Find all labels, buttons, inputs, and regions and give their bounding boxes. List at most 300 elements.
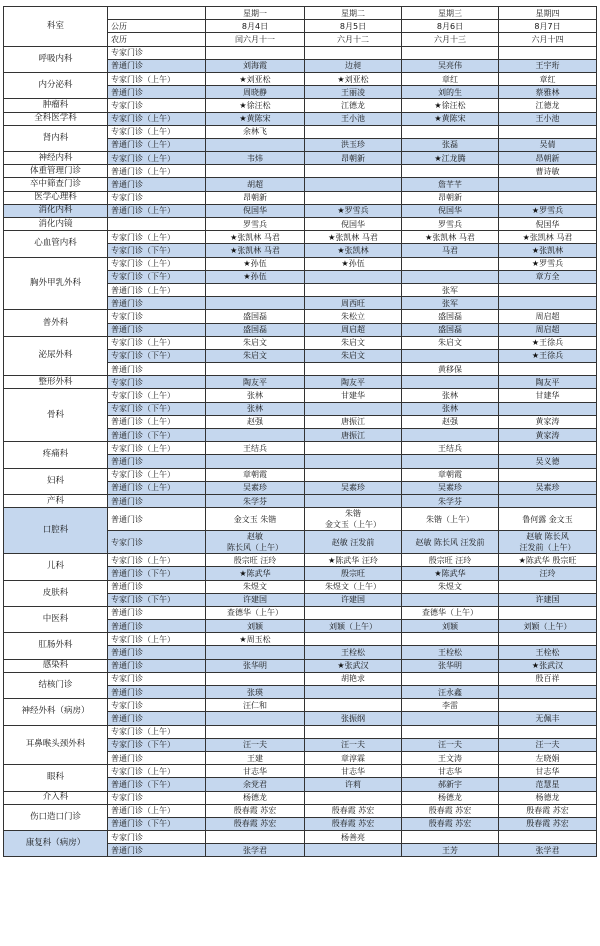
- doctor-cell: ★张凯林: [499, 244, 597, 257]
- department-name: 全科医学科: [4, 112, 108, 125]
- clinic-type: 普通门诊: [108, 323, 206, 336]
- doctor-cell: 章红: [499, 72, 597, 85]
- doctor-cell: [206, 712, 305, 725]
- doctor-cell: 昂朝新: [402, 191, 499, 204]
- doctor-cell: [499, 633, 597, 646]
- doctor-cell: [402, 125, 499, 138]
- schedule-row: [4, 554, 597, 567]
- doctor-cell: [305, 442, 402, 455]
- doctor-cell: 朱启文: [402, 336, 499, 349]
- doctor-cell: 杨德龙: [499, 791, 597, 804]
- schedule-row: [4, 376, 597, 389]
- schedule-row: [4, 72, 597, 85]
- department-name: 中医科: [4, 606, 108, 632]
- doctor-cell: 朱启文: [305, 336, 402, 349]
- doctor-cell: 周启超: [305, 323, 402, 336]
- clinic-type: 专家门诊（上午）: [108, 112, 206, 125]
- doctor-cell: 陶友平: [305, 376, 402, 389]
- doctor-cell: ★张凯林 马君: [206, 231, 305, 244]
- doctor-cell: 张林: [402, 389, 499, 402]
- schedule-row: [4, 606, 597, 619]
- doctor-cell: 赵敏 陈长风 汪发前（上午）: [499, 531, 597, 554]
- schedule-body: [4, 7, 597, 857]
- doctor-cell: [402, 165, 499, 178]
- department-name: 普外科: [4, 310, 108, 336]
- doctor-cell: 殷百祥: [499, 672, 597, 685]
- doctor-cell: 唐振江: [305, 429, 402, 442]
- doctor-cell: [499, 363, 597, 376]
- department-name: 肾内科: [4, 125, 108, 151]
- doctor-cell: 昂朝新: [305, 152, 402, 165]
- doctor-cell: 朱启文: [206, 349, 305, 362]
- clinic-type: 专家门诊（下午）: [108, 349, 206, 362]
- doctor-cell: 吴素珍: [305, 481, 402, 494]
- department-name: 泌尿外科: [4, 336, 108, 376]
- doctor-cell: 刘的生: [402, 86, 499, 99]
- doctor-cell: 张振纲: [305, 712, 402, 725]
- doctor-cell: 吴素珍: [206, 481, 305, 494]
- doctor-cell: 刘颖: [402, 620, 499, 633]
- department-name: 伤口造口门诊: [4, 804, 108, 830]
- doctor-cell: 昂朝新: [499, 152, 597, 165]
- doctor-cell: [402, 376, 499, 389]
- doctor-cell: [206, 725, 305, 738]
- department-name: 感染科: [4, 659, 108, 672]
- department-name: 产科: [4, 494, 108, 507]
- clinic-type: 专家门诊（下午）: [108, 244, 206, 257]
- clinic-type: 专家门诊（上午）: [108, 725, 206, 738]
- doctor-cell: 章方全: [499, 270, 597, 283]
- date-cell: 8月5日: [305, 20, 402, 33]
- doctor-cell: [305, 455, 402, 468]
- clinic-type: 专家门诊（上午）: [108, 72, 206, 85]
- schedule-row: [4, 218, 597, 231]
- doctor-cell: [305, 165, 402, 178]
- schedule-table-wrapper: [3, 6, 596, 857]
- doctor-cell: 殷春霞 苏宏: [206, 817, 305, 830]
- doctor-cell: 刘颖（上午）: [499, 620, 597, 633]
- schedule-row: [4, 765, 597, 778]
- schedule-row: [4, 804, 597, 817]
- doctor-cell: 黄移保: [402, 363, 499, 376]
- department-name: 卒中筛查门诊: [4, 178, 108, 191]
- doctor-cell: 张华明: [402, 659, 499, 672]
- doctor-cell: 查德华（上午）: [206, 606, 305, 619]
- dept-header: 科室: [4, 7, 108, 47]
- doctor-cell: [206, 363, 305, 376]
- date-cell: 8月7日: [499, 20, 597, 33]
- day-header: 星期一: [206, 7, 305, 20]
- doctor-cell: 张军: [402, 297, 499, 310]
- clinic-type: 专家门诊（上午）: [108, 468, 206, 481]
- doctor-cell: [206, 165, 305, 178]
- clinic-type: 普通门诊: [108, 751, 206, 764]
- doctor-cell: 查德华（上午）: [402, 606, 499, 619]
- doctor-cell: 曹诗敏: [499, 165, 597, 178]
- department-name: 眼科: [4, 765, 108, 791]
- doctor-cell: [402, 725, 499, 738]
- doctor-cell: ★黄陈宋: [402, 112, 499, 125]
- doctor-cell: ★周玉松: [206, 633, 305, 646]
- doctor-cell: 赵强: [206, 415, 305, 428]
- department-name: 心血管内科: [4, 231, 108, 257]
- clinic-type: 专家门诊: [108, 99, 206, 112]
- doctor-cell: 殷宗旺: [305, 567, 402, 580]
- doctor-cell: 吴素珍: [499, 481, 597, 494]
- doctor-cell: [499, 283, 597, 296]
- doctor-cell: 李雷: [402, 699, 499, 712]
- clinic-type: 普通门诊（下午）: [108, 567, 206, 580]
- doctor-cell: [206, 672, 305, 685]
- doctor-cell: [305, 46, 402, 59]
- clinic-type: 专家门诊（上午）: [108, 554, 206, 567]
- clinic-type: 专家门诊: [108, 791, 206, 804]
- doctor-cell: 甘志华: [206, 765, 305, 778]
- doctor-cell: [305, 468, 402, 481]
- doctor-cell: 杨德龙: [206, 791, 305, 804]
- clinic-type: 普通门诊（上午）: [108, 165, 206, 178]
- department-name: 皮肤科: [4, 580, 108, 606]
- clinic-type: 专家门诊: [108, 310, 206, 323]
- doctor-cell: 倪国华: [206, 204, 305, 217]
- doctor-cell: 朱锴（上午）: [402, 508, 499, 531]
- doctor-cell: 张林: [206, 402, 305, 415]
- clinic-type: 普通门诊（上午）: [108, 804, 206, 817]
- doctor-cell: 王文涛: [402, 751, 499, 764]
- schedule-row: [4, 46, 597, 59]
- doctor-cell: 王丽凌: [305, 86, 402, 99]
- clinic-type: 普通门诊: [108, 455, 206, 468]
- doctor-cell: [402, 429, 499, 442]
- clinic-type: 普通门诊（上午）: [108, 204, 206, 217]
- doctor-cell: [305, 402, 402, 415]
- doctor-cell: [402, 270, 499, 283]
- department-name: 骨科: [4, 389, 108, 442]
- department-name: 耳鼻喉头颈外科: [4, 725, 108, 765]
- clinic-schedule-table: [3, 6, 597, 857]
- doctor-cell: 唐振江: [305, 415, 402, 428]
- doctor-cell: 鲁何露 金文玉: [499, 508, 597, 531]
- doctor-cell: 张林: [206, 389, 305, 402]
- doctor-cell: [499, 725, 597, 738]
- doctor-cell: 王栓松: [305, 646, 402, 659]
- doctor-cell: 张磊: [402, 138, 499, 151]
- doctor-cell: [305, 686, 402, 699]
- schedule-row: [4, 165, 597, 178]
- clinic-type: 普通门诊: [108, 178, 206, 191]
- doctor-cell: 罗雪兵: [206, 218, 305, 231]
- clinic-type: 普通门诊: [108, 620, 206, 633]
- doctor-cell: 倪国华: [499, 218, 597, 231]
- doctor-cell: 王建: [206, 751, 305, 764]
- schedule-row: [4, 791, 597, 804]
- schedule-row: [4, 699, 597, 712]
- doctor-cell: 朱锴 金文玉（上午）: [305, 508, 402, 531]
- doctor-cell: [499, 686, 597, 699]
- doctor-cell: [402, 712, 499, 725]
- date-cell: 六月十三: [402, 33, 499, 46]
- doctor-cell: ★张凯林 马君: [499, 231, 597, 244]
- doctor-cell: 朱启文: [206, 336, 305, 349]
- doctor-cell: 朱煜文（上午）: [305, 580, 402, 593]
- clinic-type: 普通门诊: [108, 363, 206, 376]
- department-name: 康复科（病房）: [4, 831, 108, 857]
- doctor-cell: 韦炜: [206, 152, 305, 165]
- doctor-cell: [305, 606, 402, 619]
- doctor-cell: 胡艳求: [305, 672, 402, 685]
- clinic-type: 普通门诊: [108, 580, 206, 593]
- doctor-cell: 甘志华: [305, 765, 402, 778]
- doctor-cell: 章朝霞: [206, 468, 305, 481]
- doctor-cell: [305, 178, 402, 191]
- doctor-cell: 罗雪兵: [402, 218, 499, 231]
- clinic-type: 专家门诊（下午）: [108, 402, 206, 415]
- doctor-cell: 盛国磊: [402, 310, 499, 323]
- clinic-type: 普通门诊: [108, 606, 206, 619]
- doctor-cell: 王结兵: [206, 442, 305, 455]
- doctor-cell: 殷宗旺 汪玲: [206, 554, 305, 567]
- doctor-cell: [206, 646, 305, 659]
- doctor-cell: 张军: [402, 283, 499, 296]
- schedule-row: [4, 442, 597, 455]
- department-name: 儿科: [4, 554, 108, 580]
- doctor-cell: [305, 699, 402, 712]
- doctor-cell: ★张凯林: [305, 244, 402, 257]
- doctor-cell: 殷宗旺 汪玲: [402, 554, 499, 567]
- department-name: 内分泌科: [4, 72, 108, 98]
- schedule-row: [4, 336, 597, 349]
- doctor-cell: [402, 349, 499, 362]
- doctor-cell: 王小池: [305, 112, 402, 125]
- doctor-cell: [305, 270, 402, 283]
- clinic-type: 普通门诊: [108, 712, 206, 725]
- department-name: 神经外科（病房）: [4, 699, 108, 725]
- doctor-cell: 朱启文: [305, 349, 402, 362]
- doctor-cell: 江德龙: [499, 99, 597, 112]
- department-name: 医学心理科: [4, 191, 108, 204]
- doctor-cell: 胡超: [206, 178, 305, 191]
- header-blank: [108, 7, 206, 20]
- doctor-cell: 汪一夫: [499, 738, 597, 751]
- doctor-cell: ★王徐兵: [499, 336, 597, 349]
- clinic-type: 普通门诊: [108, 59, 206, 72]
- date-cell: 六月十二: [305, 33, 402, 46]
- clinic-type: [108, 218, 206, 231]
- schedule-row: [4, 152, 597, 165]
- doctor-cell: [402, 455, 499, 468]
- doctor-cell: ★陈武华: [402, 567, 499, 580]
- doctor-cell: 周启超: [499, 310, 597, 323]
- doctor-cell: ★张凯林 马君: [206, 244, 305, 257]
- schedule-row: [4, 112, 597, 125]
- clinic-type: 普通门诊（下午）: [108, 429, 206, 442]
- doctor-cell: 殷春霞 苏宏: [499, 817, 597, 830]
- doctor-cell: 刘海霞: [206, 59, 305, 72]
- day-header: 星期三: [402, 7, 499, 20]
- clinic-type: 专家门诊（下午）: [108, 270, 206, 283]
- doctor-cell: ★刘亚松: [206, 72, 305, 85]
- doctor-cell: 殷春霞 苏宏: [402, 817, 499, 830]
- department-name: 口腔科: [4, 508, 108, 554]
- clinic-type: 普通门诊: [108, 494, 206, 507]
- doctor-cell: [499, 580, 597, 593]
- doctor-cell: [499, 442, 597, 455]
- clinic-type: 专家门诊（上午）: [108, 257, 206, 270]
- date-cell: 六月十四: [499, 33, 597, 46]
- doctor-cell: 朱学芬: [206, 494, 305, 507]
- doctor-cell: 许建国: [206, 593, 305, 606]
- doctor-cell: 刘颖: [206, 620, 305, 633]
- doctor-cell: 张学君: [499, 844, 597, 857]
- doctor-cell: [305, 791, 402, 804]
- doctor-cell: [402, 672, 499, 685]
- clinic-type: 普通门诊（上午）: [108, 138, 206, 151]
- doctor-cell: 杨善亮: [305, 831, 402, 844]
- doctor-cell: [206, 831, 305, 844]
- schedule-row: [4, 257, 597, 270]
- day-header: 星期四: [499, 7, 597, 20]
- doctor-cell: 王栓松: [402, 646, 499, 659]
- doctor-cell: 黄家涛: [499, 429, 597, 442]
- doctor-cell: 甘建华: [305, 389, 402, 402]
- clinic-type: 普通门诊（上午）: [108, 481, 206, 494]
- clinic-type: 普通门诊（上午）: [108, 415, 206, 428]
- doctor-cell: 赵敏 汪发前: [305, 531, 402, 554]
- doctor-cell: 陶友平: [499, 376, 597, 389]
- doctor-cell: 詹芊芊: [402, 178, 499, 191]
- doctor-cell: 范慧星: [499, 778, 597, 791]
- department-name: 消化内科: [4, 204, 108, 217]
- schedule-row: [4, 99, 597, 112]
- schedule-row: [4, 178, 597, 191]
- doctor-cell: ★王徐兵: [499, 349, 597, 362]
- doctor-cell: ★罗雪兵: [305, 204, 402, 217]
- doctor-cell: 吴亮伟: [402, 59, 499, 72]
- doctor-cell: 杨德龙: [402, 791, 499, 804]
- doctor-cell: [305, 363, 402, 376]
- clinic-type: 普通门诊（下午）: [108, 817, 206, 830]
- clinic-type: 专家门诊（上午）: [108, 152, 206, 165]
- doctor-cell: [402, 46, 499, 59]
- doctor-cell: [305, 191, 402, 204]
- doctor-cell: [206, 455, 305, 468]
- doctor-cell: [402, 831, 499, 844]
- doctor-cell: 昂朝新: [206, 191, 305, 204]
- doctor-cell: 殷春霞 苏宏: [402, 804, 499, 817]
- doctor-cell: 朱学芬: [402, 494, 499, 507]
- clinic-type: 专家门诊（上午）: [108, 442, 206, 455]
- doctor-cell: [305, 725, 402, 738]
- doctor-cell: 张学君: [206, 844, 305, 857]
- calendar-label: 公历: [108, 20, 206, 33]
- doctor-cell: 章红: [402, 72, 499, 85]
- doctor-cell: [402, 593, 499, 606]
- doctor-cell: 盛国磊: [402, 323, 499, 336]
- schedule-row: [4, 580, 597, 593]
- department-name: 呼吸内科: [4, 46, 108, 72]
- header-day-row: [4, 7, 597, 20]
- doctor-cell: [402, 633, 499, 646]
- clinic-type: 普通门诊: [108, 86, 206, 99]
- department-name: 疼痛科: [4, 442, 108, 468]
- doctor-cell: 许建国: [499, 593, 597, 606]
- doctor-cell: 赵强: [402, 415, 499, 428]
- doctor-cell: [499, 46, 597, 59]
- clinic-type: 普通门诊（上午）: [108, 283, 206, 296]
- doctor-cell: [206, 297, 305, 310]
- doctor-cell: [499, 191, 597, 204]
- doctor-cell: 蔡雅林: [499, 86, 597, 99]
- schedule-row: [4, 659, 597, 672]
- schedule-row: [4, 508, 597, 531]
- doctor-cell: 周启超: [499, 323, 597, 336]
- clinic-type: 专家门诊: [108, 376, 206, 389]
- department-name: 整形外科: [4, 376, 108, 389]
- doctor-cell: ★罗雪兵: [499, 257, 597, 270]
- doctor-cell: ★陈武华 汪玲: [305, 554, 402, 567]
- clinic-type: 专家门诊: [108, 699, 206, 712]
- doctor-cell: ★孙伍: [206, 270, 305, 283]
- schedule-row: [4, 725, 597, 738]
- clinic-type: 普通门诊: [108, 508, 206, 531]
- department-name: 肛肠外科: [4, 633, 108, 659]
- doctor-cell: [305, 844, 402, 857]
- doctor-cell: 洪玉珍: [305, 138, 402, 151]
- doctor-cell: [305, 125, 402, 138]
- doctor-cell: 许建国: [305, 593, 402, 606]
- doctor-cell: [499, 178, 597, 191]
- doctor-cell: 汪玲: [499, 567, 597, 580]
- clinic-type: 专家门诊（上午）: [108, 231, 206, 244]
- doctor-cell: 刘颖（上午）: [305, 620, 402, 633]
- doctor-cell: 黄家涛: [499, 415, 597, 428]
- doctor-cell: [305, 494, 402, 507]
- doctor-cell: 江德龙: [305, 99, 402, 112]
- date-cell: 8月4日: [206, 20, 305, 33]
- doctor-cell: ★孙伍: [305, 257, 402, 270]
- doctor-cell: 周西旺: [305, 297, 402, 310]
- doctor-cell: ★徐汪松: [206, 99, 305, 112]
- doctor-cell: 汪一夫: [206, 738, 305, 751]
- doctor-cell: 左晓娟: [499, 751, 597, 764]
- schedule-row: [4, 231, 597, 244]
- schedule-row: [4, 389, 597, 402]
- doctor-cell: ★刘亚松: [305, 72, 402, 85]
- doctor-cell: ★徐汪松: [402, 99, 499, 112]
- doctor-cell: 盛国磊: [206, 323, 305, 336]
- clinic-type: 专家门诊（上午）: [108, 125, 206, 138]
- doctor-cell: 郝新宇: [402, 778, 499, 791]
- department-name: 结核门诊: [4, 672, 108, 698]
- clinic-type: 专家门诊（下午）: [108, 738, 206, 751]
- day-header: 星期二: [305, 7, 402, 20]
- doctor-cell: [499, 831, 597, 844]
- doctor-cell: 张华明: [206, 659, 305, 672]
- clinic-type: 普通门诊: [108, 686, 206, 699]
- doctor-cell: 倪国华: [305, 218, 402, 231]
- doctor-cell: 殷春霞 苏宏: [305, 804, 402, 817]
- schedule-row: [4, 672, 597, 685]
- doctor-cell: 王小池: [499, 112, 597, 125]
- doctor-cell: 殷春霞 苏宏: [499, 804, 597, 817]
- doctor-cell: 张瑛: [206, 686, 305, 699]
- doctor-cell: [206, 138, 305, 151]
- doctor-cell: 汪仁和: [206, 699, 305, 712]
- doctor-cell: 汪一夫: [305, 738, 402, 751]
- clinic-type: 专家门诊: [108, 46, 206, 59]
- doctor-cell: 吴倩: [499, 138, 597, 151]
- doctor-cell: ★张武汉: [305, 659, 402, 672]
